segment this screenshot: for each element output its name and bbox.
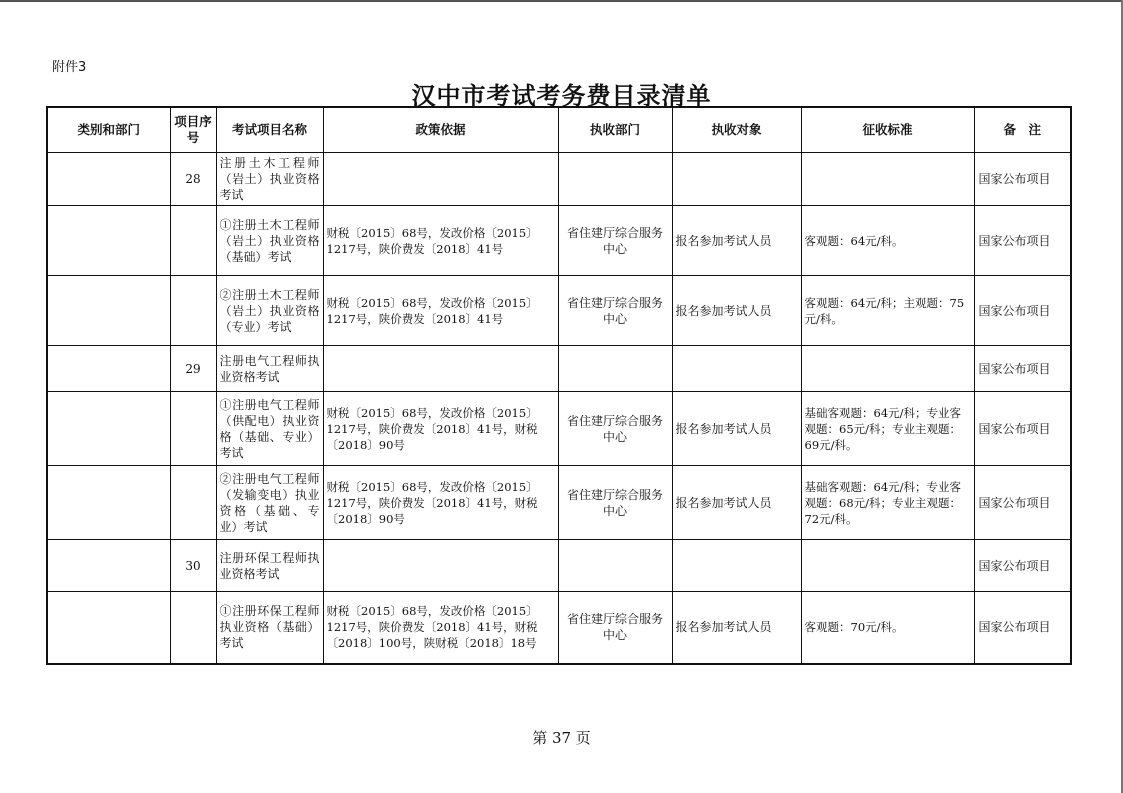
cell-dept: 省住建厅综合服务中心: [558, 592, 672, 664]
cell-policy: 财税〔2015〕68号，发改价格〔2015〕1217号，陕价费发〔2018〕41号，财税〔2018〕90号: [323, 466, 558, 540]
cell-note: 国家公布项目: [974, 592, 1071, 664]
cell-category: [47, 276, 170, 346]
cell-seq: 29: [170, 346, 216, 392]
cell-standard: 客观题：70元/科。: [801, 592, 974, 664]
cell-target: 报名参加考试人员: [672, 206, 801, 276]
cell-seq: [170, 466, 216, 540]
cell-seq: 28: [170, 153, 216, 206]
header-policy: 政策依据: [323, 107, 558, 153]
cell-target: 报名参加考试人员: [672, 276, 801, 346]
cell-note: 国家公布项目: [974, 206, 1071, 276]
cell-target: 报名参加考试人员: [672, 392, 801, 466]
cell-policy: 财税〔2015〕68号，发改价格〔2015〕1217号，陕价费发〔2018〕41号: [323, 206, 558, 276]
cell-target: 报名参加考试人员: [672, 466, 801, 540]
cell-target: [672, 153, 801, 206]
header-name: 考试项目名称: [216, 107, 323, 153]
table-row: [47, 466, 1071, 540]
cell-category: [47, 466, 170, 540]
cell-policy: [323, 346, 558, 392]
cell-category: [47, 153, 170, 206]
cell-policy: [323, 153, 558, 206]
cell-standard: 客观题：64元/科；主观题：75元/科。: [801, 276, 974, 346]
cell-dept: [558, 540, 672, 592]
cell-policy: 财税〔2015〕68号，发改价格〔2015〕1217号，陕价费发〔2018〕41号，财税〔2018〕90号: [323, 392, 558, 466]
cell-policy: 财税〔2015〕68号，发改价格〔2015〕1217号，陕价费发〔2018〕41号，财税〔2018〕100号，陕财税〔2018〕18号: [323, 592, 558, 664]
table-row: [47, 276, 1071, 346]
cell-standard: 基础客观题：64元/科；专业客观题：68元/科；专业主观题：72元/科。: [801, 466, 974, 540]
cell-target: 报名参加考试人员: [672, 592, 801, 664]
cell-note: 国家公布项目: [974, 276, 1071, 346]
cell-name: ①注册电气工程师（供配电）执业资格（基础、专业）考试: [216, 392, 323, 466]
cell-seq: [170, 206, 216, 276]
cell-dept: 省住建厅综合服务中心: [558, 466, 672, 540]
cell-name: ①注册土木工程师（岩土）执业资格（基础）考试: [216, 206, 323, 276]
cell-category: [47, 346, 170, 392]
cell-policy: [323, 540, 558, 592]
cell-target: [672, 540, 801, 592]
cell-dept: 省住建厅综合服务中心: [558, 206, 672, 276]
cell-dept: [558, 153, 672, 206]
cell-note: 国家公布项目: [974, 466, 1071, 540]
cell-seq: [170, 392, 216, 466]
cell-name: ①注册环保工程师执业资格（基础）考试: [216, 592, 323, 664]
page-border-top: [0, 0, 1123, 2]
cell-standard: [801, 346, 974, 392]
cell-policy: 财税〔2015〕68号，发改价格〔2015〕1217号，陕价费发〔2018〕41号: [323, 276, 558, 346]
cell-note: 国家公布项目: [974, 540, 1071, 592]
cell-target: [672, 346, 801, 392]
cell-seq: [170, 592, 216, 664]
table-row: [47, 392, 1071, 466]
cell-name: 注册电气工程师执业资格考试: [216, 346, 323, 392]
cell-seq: 30: [170, 540, 216, 592]
cell-category: [47, 392, 170, 466]
cell-category: [47, 206, 170, 276]
page-title: 汉中市考试考务费目录清单: [411, 81, 712, 110]
cell-standard: [801, 153, 974, 206]
cell-name: ②注册电气工程师（发输变电）执业资格（基础、专业）考试: [216, 466, 323, 540]
cell-dept: 省住建厅综合服务中心: [558, 392, 672, 466]
header-target: 执收对象: [672, 107, 801, 153]
cell-standard: [801, 540, 974, 592]
cell-note: 国家公布项目: [974, 346, 1071, 392]
table-header-row: [47, 107, 1071, 153]
cell-dept: [558, 346, 672, 392]
page-number: 第 37 页: [532, 729, 591, 747]
cell-seq: [170, 276, 216, 346]
cell-name: ②注册土木工程师（岩土）执业资格（专业）考试: [216, 276, 323, 346]
fee-table: [46, 106, 1072, 665]
cell-category: [47, 592, 170, 664]
header-dept: 执收部门: [558, 107, 672, 153]
header-standard: 征收标准: [801, 107, 974, 153]
table-row: [47, 540, 1071, 592]
cell-category: [47, 540, 170, 592]
table-row: [47, 346, 1071, 392]
cell-standard: 客观题：64元/科。: [801, 206, 974, 276]
cell-name: 注册环保工程师执业资格考试: [216, 540, 323, 592]
header-note: 备 注: [974, 107, 1071, 153]
attachment-label: 附件3: [52, 60, 87, 75]
table-row: [47, 153, 1071, 206]
cell-note: 国家公布项目: [974, 392, 1071, 466]
cell-note: 国家公布项目: [974, 153, 1071, 206]
cell-standard: 基础客观题：64元/科；专业客观题：65元/科；专业主观题：69元/科。: [801, 392, 974, 466]
cell-name: 注册土木工程师（岩土）执业资格考试: [216, 153, 323, 206]
header-category: 类别和部门: [47, 107, 170, 153]
table-row: [47, 206, 1071, 276]
header-seq: 项目序号: [170, 107, 216, 153]
cell-dept: 省住建厅综合服务中心: [558, 276, 672, 346]
table-row: [47, 592, 1071, 664]
